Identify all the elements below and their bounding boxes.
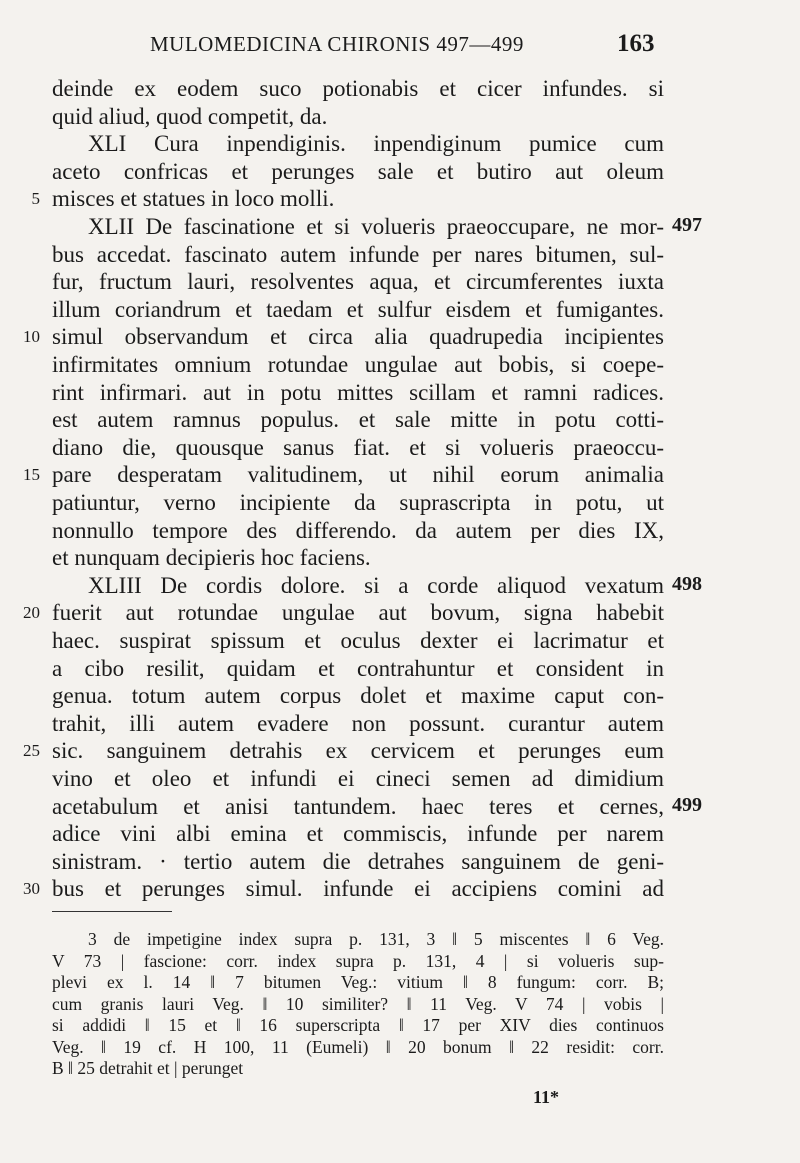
text-line — [0, 460, 800, 490]
line-text: adice vini albi emina et commiscis, infunde per narem — [52, 821, 664, 847]
text-line — [0, 378, 800, 408]
line-text: illum coriandrum et taedam et sulfur eisdem et fumigantes. — [52, 296, 664, 322]
running-title: MULOMEDICINA CHIRONIS 497—499 — [150, 32, 524, 56]
line-text: aceto confricas et perunges sale et butiro aut oleum — [52, 158, 664, 184]
text-line — [0, 792, 800, 822]
footnote-line: 3 de impetigine index supra p. 131, 3 ‖ 5 miscentes ‖ 6 Veg. — [88, 929, 664, 949]
margin-section-number: 498 — [672, 572, 702, 595]
line-number: 10 — [23, 327, 40, 347]
line-text: bus accedat. fascinato autem infunde per nares bitumen, sul- — [52, 241, 664, 267]
line-text: misces et statues in loco molli. — [52, 186, 335, 212]
text-line — [0, 571, 800, 601]
footnote-line: V 73 | fascione: corr. index supra p. 131, 4 | si volueris sup- — [52, 950, 664, 971]
footnote-line: B ‖ 25 detrahit et | perunget — [52, 1058, 244, 1078]
text-line — [0, 736, 800, 766]
line-text: acetabulum et anisi tantundem. haec teres et cernes, — [52, 793, 664, 819]
line-text: et nunquam decipieris hoc faciens. — [52, 545, 371, 571]
line-text: vino et oleo et infundi ei cineci semen ad dimidium — [52, 766, 664, 791]
line-text: XLII De fascinatione et si volueris praeoccupare, ne mor- — [88, 214, 664, 239]
footnote-line: plevi ex l. 14 ‖ 7 bitumen Veg.: vitium ‖ 8 fungum: corr. B; — [52, 972, 664, 992]
text-line — [0, 102, 800, 132]
line-text: nonnullo tempore des differendo. da autem per dies IX, — [52, 517, 664, 543]
line-text: patiuntur, verno incipiente da suprascripta in potu, ut — [52, 490, 664, 515]
line-text: haec. suspirat spissum et oculus dexter ei lacrimatur et — [52, 628, 664, 653]
text-line — [0, 74, 800, 104]
footnote-rule — [52, 911, 172, 912]
line-text: fuerit aut rotundae ungulae aut bovum, signa habebit — [52, 600, 664, 626]
text-line — [0, 488, 800, 518]
line-text: XLIII De cordis dolore. si a corde aliquod vexatum — [88, 572, 664, 598]
text-line — [0, 433, 800, 463]
line-text: genua. totum autem corpus dolet et maxime caput con- — [52, 683, 664, 709]
line-text: infirmitates omnium rotundae ungulae aut bobis, si coepe- — [52, 352, 664, 377]
text-line — [0, 764, 800, 794]
line-text: sic. sanguinem detrahis ex cervicem et perunges eum — [52, 738, 664, 764]
text-line — [0, 295, 800, 325]
footnote-line: cum granis lauri Veg. ‖ 10 similiter? ‖ 11 Veg. V 74 | vobis | — [52, 993, 664, 1014]
line-text: rint infirmari. aut in potu mittes scillam et ramni radices. — [52, 379, 664, 405]
line-number: 15 — [23, 465, 40, 485]
line-text: pare desperatam valitudinem, ut nihil eorum animalia — [52, 462, 664, 488]
line-text: quid aliud, quod competit, da. — [52, 103, 328, 129]
text-line — [0, 516, 800, 546]
text-line — [0, 157, 800, 187]
page-number: 163 — [617, 30, 655, 57]
margin-section-number: 497 — [672, 214, 702, 236]
text-line — [0, 267, 800, 297]
line-text: trahit, illi autem evadere non possunt. curantur autem — [52, 710, 664, 736]
line-text: a cibo resilit, quidam et contrahuntur et consident in — [52, 655, 664, 681]
text-line — [0, 212, 800, 242]
text-line — [0, 350, 800, 380]
footnote-line: si addidi ‖ 15 et ‖ 16 superscripta ‖ 17 per XIV dies continuos — [52, 1015, 664, 1035]
text-line — [0, 322, 800, 352]
text-line — [0, 626, 800, 656]
footnote-line: Veg. ‖ 19 cf. H 100, 11 (Eumeli) ‖ 20 bonum ‖ 22 residit: corr. — [52, 1036, 664, 1057]
text-line — [0, 654, 800, 684]
line-text: est autem ramnus populus. et sale mitte in potu cotti- — [52, 407, 664, 433]
text-line — [0, 709, 800, 739]
line-text: fur, fructum lauri, resolventes aqua, et circumferentes iuxta — [52, 269, 664, 295]
text-line — [0, 405, 800, 435]
text-line — [0, 240, 800, 270]
text-line — [0, 847, 800, 877]
line-number: 20 — [23, 603, 40, 623]
line-text: deinde ex eodem suco potionabis et cicer infundes. si — [52, 76, 664, 101]
running-head — [0, 28, 800, 64]
text-line — [0, 184, 800, 214]
signature-mark: 11* — [533, 1087, 560, 1107]
line-text: simul observandum et circa alia quadrupedia incipientes — [52, 324, 664, 350]
text-line — [0, 598, 800, 628]
text-line — [0, 129, 800, 159]
text-line — [0, 543, 800, 573]
text-line — [0, 819, 800, 849]
margin-section-number: 499 — [672, 793, 702, 816]
line-number: 5 — [31, 189, 40, 209]
line-text: bus et perunges simul. infunde ei accipiens comini ad — [52, 876, 664, 902]
line-number: 30 — [23, 879, 40, 899]
text-line — [0, 874, 800, 904]
line-text: XLI Cura inpendiginis. inpendiginum pumice cum — [88, 131, 664, 157]
line-number: 25 — [23, 741, 40, 761]
line-text: sinistram. · tertio autem die detrahes sanguinem de geni- — [52, 848, 664, 874]
line-text: diano die, quousque sanus fiat. et si volueris praeoccu- — [52, 434, 664, 460]
text-line — [0, 681, 800, 711]
